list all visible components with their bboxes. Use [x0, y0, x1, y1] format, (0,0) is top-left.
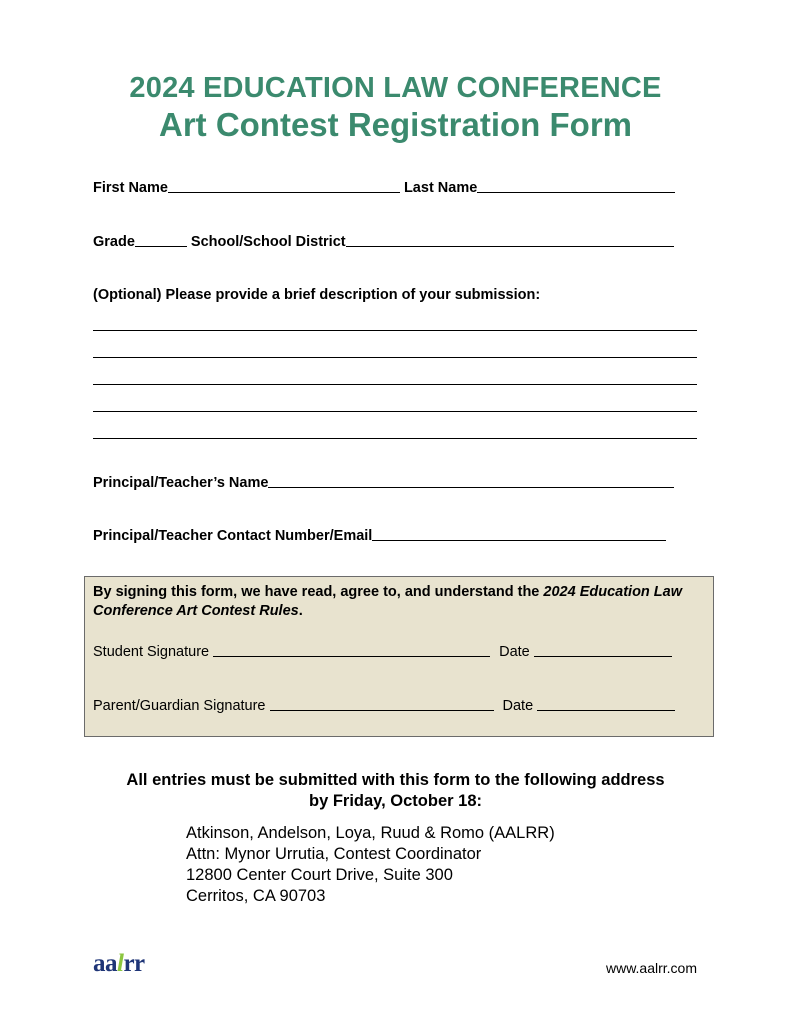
student-date-label: Date: [499, 644, 530, 660]
submission-deadline: by Friday, October 18:: [309, 792, 482, 810]
first-name-label: First Name: [93, 180, 168, 196]
conference-title: 2024 EDUCATION LAW CONFERENCE: [129, 72, 662, 104]
student-date-field[interactable]: [534, 656, 672, 657]
logo-text-aa: aa: [93, 950, 117, 977]
student-signature-row: [93, 644, 672, 660]
parent-signature-label: Parent/Guardian Signature: [93, 698, 266, 714]
grade-school-row: [93, 234, 674, 250]
description-line-1[interactable]: [93, 330, 697, 331]
student-signature-label: Student Signature: [93, 644, 210, 660]
grade-field[interactable]: [135, 246, 187, 247]
submission-instructions: [0, 770, 791, 812]
grade-label: Grade: [93, 234, 135, 250]
logo-text-l: l: [117, 950, 124, 977]
description-line-5[interactable]: [93, 438, 697, 439]
signature-intro: [93, 583, 705, 621]
parent-signature-row: [93, 698, 675, 714]
description-line-3[interactable]: [93, 384, 697, 385]
principal-name-field[interactable]: [268, 487, 674, 488]
website-url[interactable]: www.aalrr.com: [605, 960, 697, 976]
signature-intro-end: .: [298, 603, 303, 619]
student-signature-field[interactable]: [213, 656, 490, 657]
principal-contact-field[interactable]: [372, 540, 666, 541]
principal-name-row: [93, 475, 674, 491]
parent-date-field[interactable]: [537, 710, 675, 711]
aalrr-logo: [93, 950, 145, 978]
logo-text-rr: rr: [123, 950, 145, 977]
signature-box: [84, 576, 714, 737]
school-field[interactable]: [346, 246, 674, 247]
school-label: School/School District: [190, 234, 346, 250]
submission-note-line-1: All entries must be submitted with this form to the following address: [126, 771, 665, 789]
mailing-address: [186, 823, 555, 907]
description-prompt: (Optional) Please provide a brief description of your submission:: [93, 287, 541, 303]
address-line-street: 12800 Center Court Drive, Suite 300: [186, 866, 453, 884]
principal-contact-label: Principal/Teacher Contact Number/Email: [93, 528, 373, 544]
parent-date-label: Date: [502, 698, 534, 714]
name-row: [93, 180, 675, 196]
description-line-2[interactable]: [93, 357, 697, 358]
address-line-attn: Attn: Mynor Urrutia, Contest Coordinator: [186, 845, 482, 863]
address-line-firm: Atkinson, Andelson, Loya, Ruud & Romo (AALRR): [186, 824, 555, 842]
principal-name-label: Principal/Teacher’s Name: [93, 475, 269, 491]
signature-intro-text: By signing this form, we have read, agree to, and understand the: [93, 584, 544, 600]
address-line-city: Cerritos, CA 90703: [186, 887, 326, 905]
principal-contact-row: [93, 528, 666, 544]
parent-signature-field[interactable]: [270, 710, 494, 711]
last-name-label: Last Name: [403, 180, 478, 196]
last-name-field[interactable]: [477, 192, 675, 193]
description-line-4[interactable]: [93, 411, 697, 412]
contest-rules-reference: 2024 Education Law Conference Art Contest Rules: [93, 584, 683, 619]
form-title: Art Contest Registration Form: [158, 106, 633, 143]
first-name-field[interactable]: [168, 192, 400, 193]
